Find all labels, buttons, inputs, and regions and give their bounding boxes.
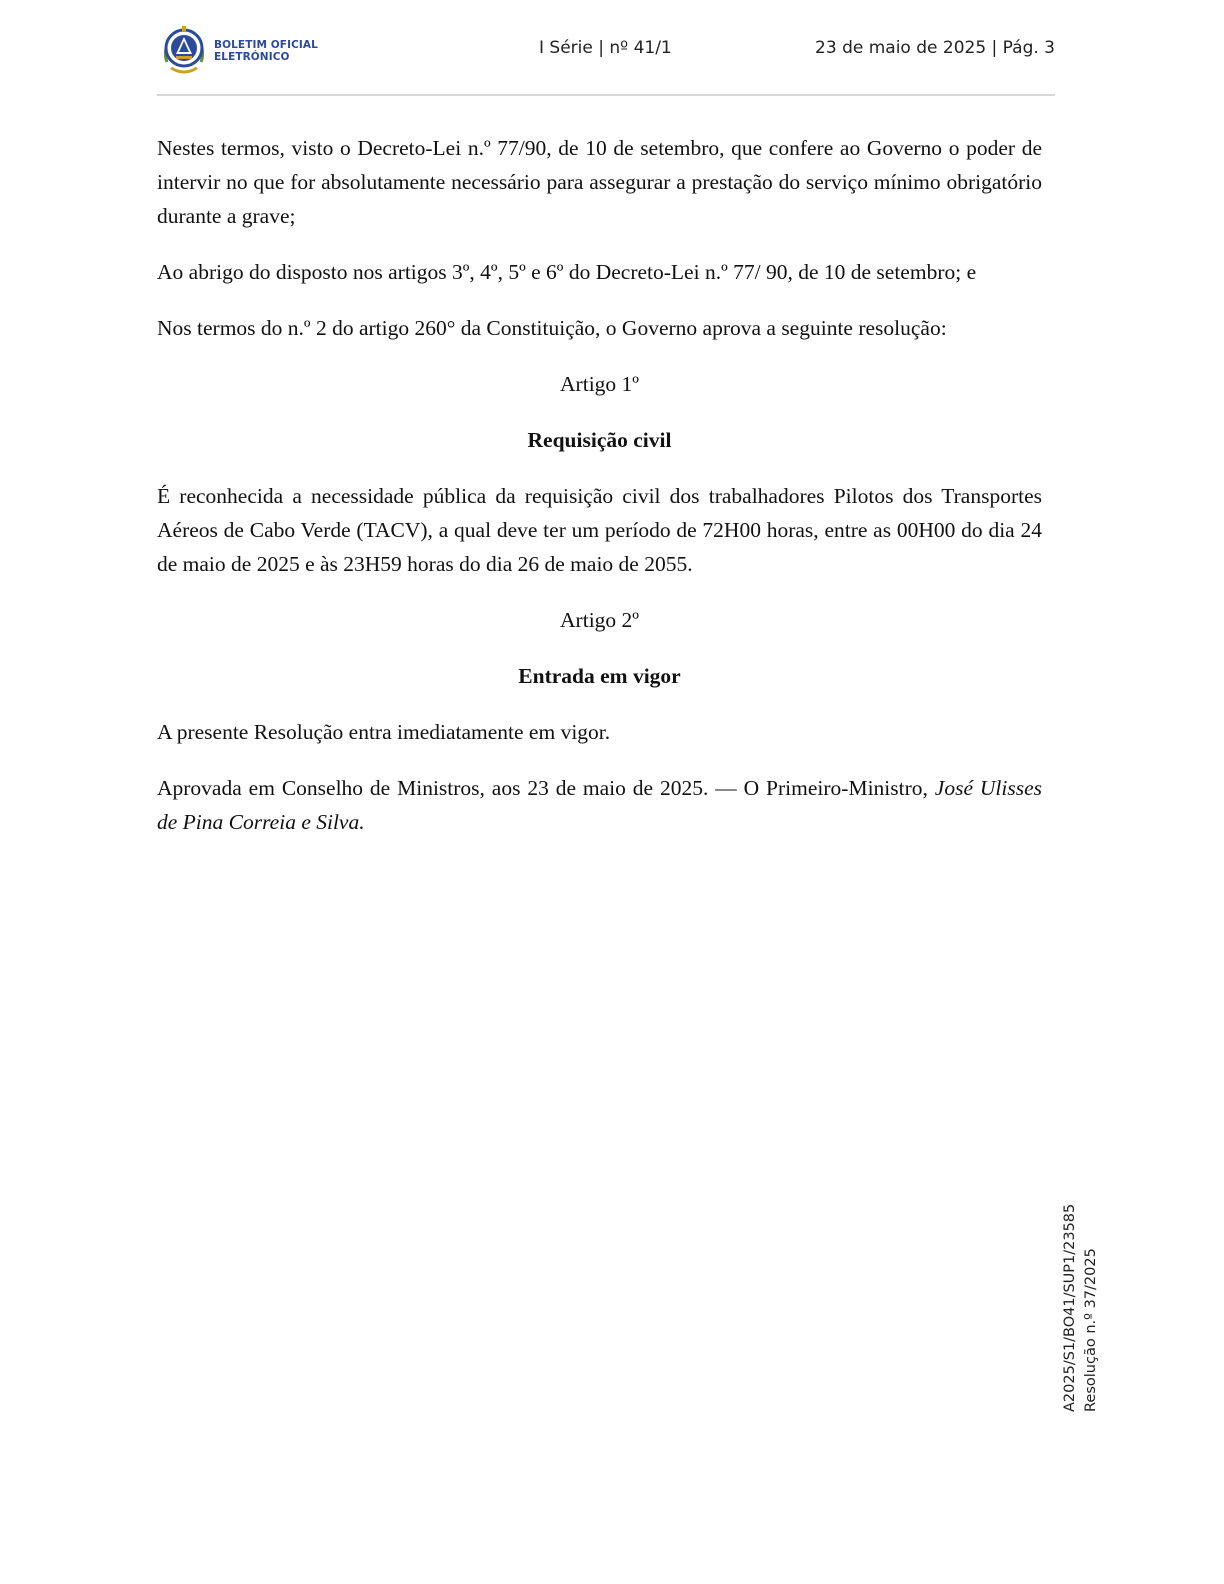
- paragraph-preamble-2: Ao abrigo do disposto nos artigos 3º, 4º, 5º e 6º do Decreto-Lei n.º 77/ 90, de 10 de setembro; e: [157, 260, 977, 284]
- paragraph-preamble-1: Nestes termos, visto o Decreto-Lei n.º 77/90, de 10 de setembro, que confere ao Governo o poder de intervir no que for absolutamente necessário para assegurar a prestação do serviço mínimo obrigatório durante a grave;: [157, 136, 1042, 228]
- signatory-name: José Ulisses de Pina Correia e Silva.: [157, 776, 1042, 834]
- document-body: [157, 131, 1042, 861]
- approval-paragraph: [157, 771, 1042, 839]
- boletim-oficial-logo: [157, 24, 317, 80]
- logo-line-2: ELETRÓNICO: [214, 51, 290, 63]
- coat-of-arms-icon: [157, 24, 211, 78]
- article-2-title: Entrada em vigor: [518, 664, 681, 688]
- side-reference-code: A2025/S1/BO41/SUP1/23585: [1062, 1203, 1078, 1412]
- approval-text: Aprovada em Conselho de Ministros, aos 23 de maio de 2025. — O Primeiro-Ministro,: [157, 776, 935, 800]
- logo-line-1: BOLETIM OFICIAL: [214, 39, 318, 51]
- logo-wordmark: [214, 39, 318, 63]
- series-number: I Série | nº 41/1: [539, 38, 672, 58]
- side-reference: [1060, 1200, 1110, 1412]
- side-reference-resolution: Resolução n.º 37/2025: [1083, 1248, 1099, 1412]
- article-1-title: Requisição civil: [527, 428, 672, 452]
- article-2-text: A presente Resolução entra imediatamente em vigor.: [157, 720, 611, 744]
- paragraph-preamble-3: Nos termos do n.º 2 do artigo 260° da Constituição, o Governo aprova a seguinte resolução:: [157, 316, 947, 340]
- article-1-number: Artigo 1º: [560, 372, 639, 396]
- page-header: [157, 22, 1055, 96]
- article-2-number: Artigo 2º: [560, 608, 639, 632]
- article-1-text: É reconhecida a necessidade pública da requisição civil dos trabalhadores Pilotos dos Transportes Aéreos de Cabo Verde (TACV), a qual deve ter um período de 72H00 horas, entre as 00H00 do dia 24 de maio de 2025 e às 23H59 horas do dia 26 de maio de 2055.: [157, 484, 1042, 576]
- date-and-page: 23 de maio de 2025 | Pág. 3: [815, 38, 1055, 58]
